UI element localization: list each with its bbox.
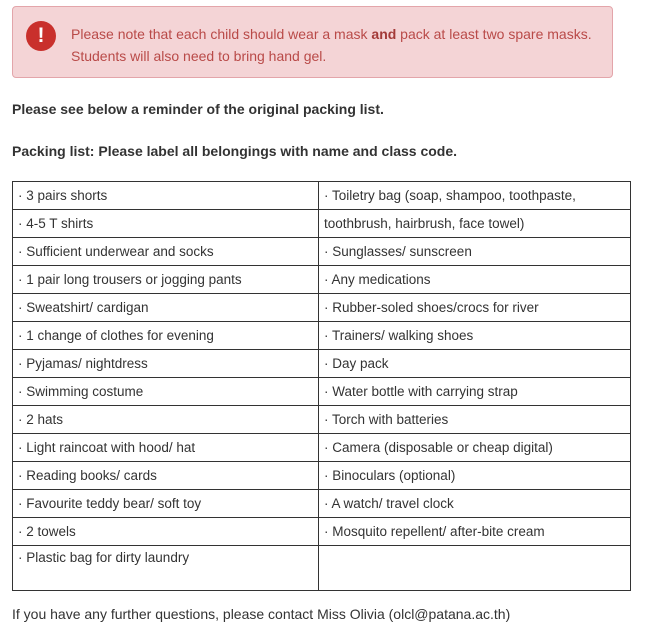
packing-item-left: · Pyjamas/ nightdress [13, 350, 319, 378]
packing-item-left: · 2 hats [13, 406, 319, 434]
packing-item-left: · 4-5 T shirts [13, 210, 319, 238]
packing-item-right: · Any medications [319, 266, 631, 294]
packing-item-right: toothbrush, hairbrush, face towel) [319, 210, 631, 238]
table-row [13, 266, 631, 294]
table-row [13, 490, 631, 518]
table-row [13, 294, 631, 322]
packing-list-heading: Packing list: Please label all belongings with name and class code. [12, 143, 458, 159]
alert-line1-end: pack at least two spare masks. [396, 26, 592, 42]
packing-item-left: · 2 towels [13, 518, 319, 546]
table-row [13, 546, 631, 591]
mask-notice-alert [12, 6, 613, 78]
packing-item-left: · Swimming costume [13, 378, 319, 406]
packing-item-right: · Water bottle with carrying strap [319, 378, 631, 406]
alert-line2: Students will also need to bring hand gel. [71, 48, 327, 64]
reminder-heading: Please see below a reminder of the original packing list. [12, 101, 384, 117]
table-row [13, 182, 631, 210]
packing-item-left: · Light raincoat with hood/ hat [13, 434, 319, 462]
packing-item-right: · Rubber-soled shoes/crocs for river [319, 294, 631, 322]
alert-line1-bold: and [371, 26, 397, 42]
packing-item-right: · Day pack [319, 350, 631, 378]
exclamation-icon: ! [26, 21, 56, 51]
packing-item-left: · Plastic bag for dirty laundry [13, 546, 319, 591]
table-row [13, 322, 631, 350]
table-row [13, 518, 631, 546]
table-row [13, 462, 631, 490]
packing-item-right: · Trainers/ walking shoes [319, 322, 631, 350]
table-row [13, 406, 631, 434]
packing-item-left: · Sweatshirt/ cardigan [13, 294, 319, 322]
packing-item-right: · A watch/ travel clock [319, 490, 631, 518]
packing-item-right [319, 546, 631, 591]
table-row [13, 238, 631, 266]
contact-footer: If you have any further questions, please contact Miss Olivia (olcl@patana.ac.th) [12, 606, 511, 622]
packing-item-left: · Reading books/ cards [13, 462, 319, 490]
packing-item-right: · Toiletry bag (soap, shampoo, toothpaste, [319, 182, 631, 210]
packing-item-left: · Sufficient underwear and socks [13, 238, 319, 266]
alert-message [71, 23, 601, 67]
packing-item-left: · 3 pairs shorts [13, 182, 319, 210]
table-row [13, 350, 631, 378]
table-row [13, 210, 631, 238]
packing-item-right: · Sunglasses/ sunscreen [319, 238, 631, 266]
alert-line1-start: Please note that each child should wear a mask [71, 26, 372, 42]
packing-item-right: · Torch with batteries [319, 406, 631, 434]
packing-item-right: · Mosquito repellent/ after-bite cream [319, 518, 631, 546]
table-row [13, 434, 631, 462]
packing-list-table [12, 181, 631, 591]
table-row [13, 378, 631, 406]
packing-item-left: · 1 pair long trousers or jogging pants [13, 266, 319, 294]
packing-item-right: · Binoculars (optional) [319, 462, 631, 490]
packing-item-right: · Camera (disposable or cheap digital) [319, 434, 631, 462]
packing-item-left: · 1 change of clothes for evening [13, 322, 319, 350]
packing-item-left: · Favourite teddy bear/ soft toy [13, 490, 319, 518]
